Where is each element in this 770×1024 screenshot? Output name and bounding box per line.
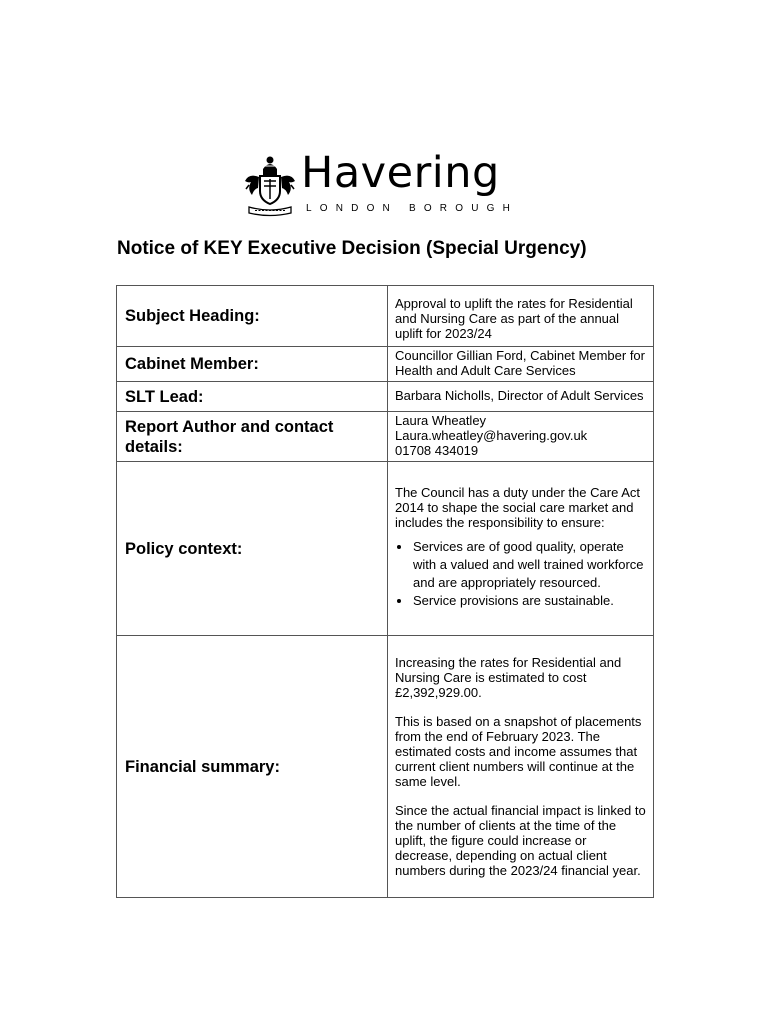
author-email: Laura.wheatley@havering.gov.uk xyxy=(395,428,588,443)
author-phone: 01708 434019 xyxy=(395,443,479,458)
subject-row xyxy=(117,286,654,347)
subject-value: Approval to uplift the rates for Residential and Nursing Care as part of the annual uplift for 2023/24 xyxy=(388,286,654,347)
financial-row xyxy=(117,636,654,898)
author-label: Report Author and contact details: xyxy=(117,412,388,462)
document-title: Notice of KEY Executive Decision (Special Urgency) xyxy=(117,238,587,259)
policy-bullet: • Service provisions are sustainable. xyxy=(412,592,647,610)
slt-label: SLT Lead: xyxy=(117,382,388,412)
author-value xyxy=(388,412,654,462)
cabinet-label: Cabinet Member: xyxy=(117,347,388,382)
havering-logo xyxy=(243,148,523,217)
author-name: Laura Wheatley xyxy=(395,413,487,428)
author-row xyxy=(117,412,654,462)
financial-paragraph: This is based on a snapshot of placements from the end of February 2023. The estimated costs and income assumes that current client numbers will continue at the same level. xyxy=(395,713,642,789)
policy-intro: The Council has a duty under the Care Act 2014 to shape the social care market and includes the responsibility to ensure: xyxy=(395,485,640,530)
policy-row xyxy=(117,462,654,636)
cabinet-row xyxy=(117,347,654,382)
slt-row xyxy=(117,382,654,412)
policy-bullet: • Services are of good quality, operate with a valued and well trained workforce and are appropriately resourced. xyxy=(412,538,647,592)
cabinet-value: Councillor Gillian Ford, Cabinet Member for Health and Adult Care Services xyxy=(388,347,654,382)
policy-value xyxy=(388,462,654,636)
decision-table xyxy=(116,285,654,898)
policy-bullet-list xyxy=(395,538,647,610)
havering-crest-icon xyxy=(243,155,297,217)
policy-label: Policy context: xyxy=(117,462,388,636)
financial-paragraph: Increasing the rates for Residential and Nursing Care is estimated to cost £2,392,929.00. xyxy=(395,654,622,700)
financial-value xyxy=(388,636,654,898)
subject-label: Subject Heading: xyxy=(117,286,388,347)
financial-label: Financial summary: xyxy=(117,636,388,898)
slt-value: Barbara Nicholls, Director of Adult Services xyxy=(388,382,654,412)
financial-paragraph: Since the actual financial impact is linked to the number of clients at the time of the uplift, the figure could increase or decrease, depending on actual client numbers during the 2023/24 financial year. xyxy=(395,802,646,878)
logo-wordmark: Havering xyxy=(301,148,500,198)
logo-tagline: LONDON BOROUGH xyxy=(306,203,519,214)
